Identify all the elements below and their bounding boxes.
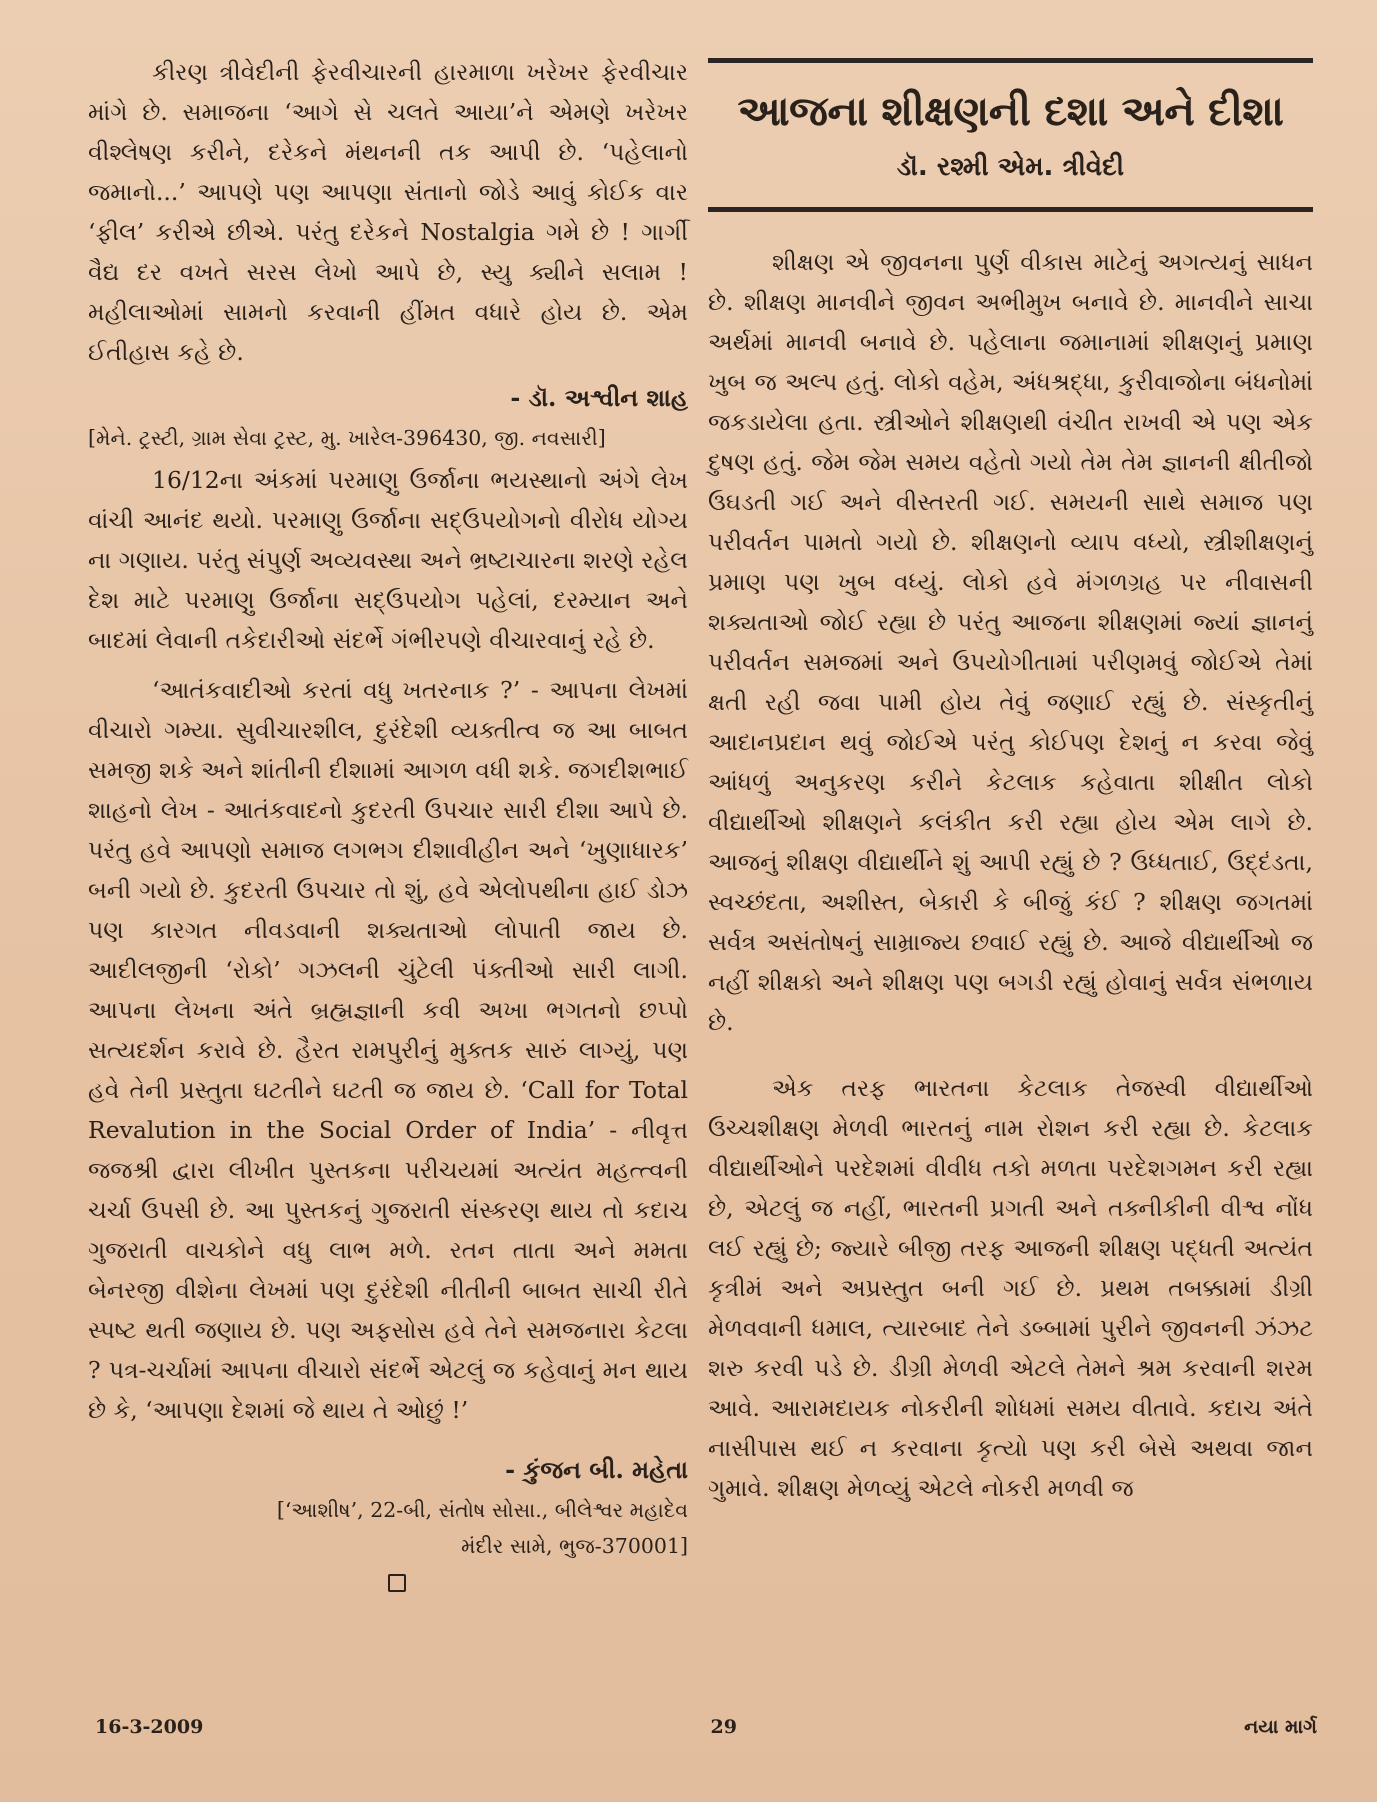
footer-publication-name: નયા માર્ગ — [1244, 1716, 1317, 1738]
letter-1-address: [મેને. ટ્રસ્ટી, ગ્રામ સેવા ટ્રસ્ટ, મુ. ખારેલ-396430, જી. નવસારી] — [88, 426, 606, 450]
end-of-section-box-icon — [388, 1574, 406, 1592]
letter-1-text: કીરણ ત્રીવેદીની ફેરવીચારની હારમાળા ખરેખર ફેરવીચાર માંગે છે. સમાજના ‘આગે સે ચલતે આયા’ને એમણે ખરેખર વીશ્લેષણ કરીને, દરેકને મંથનની તક આપી છે. ‘પહેલાનો જમાનો...’ આપણે પણ આપણા સંતાનો જોડે આવું કોઈક વાર ‘ફીલ’ કરીએ છીએ. પરંતુ દરેકને Nostalgia ગમે છે ! ગાર્ગી વૈદ્ય દર વખતે સરસ લેખો આપે છે, સ્યુ ક્યીને સલામ ! મહીલાઓમાં સામનો કરવાની હીંમત વધારે હોય છે. એમ ઈતીહાસ કહે છે. — [88, 58, 688, 366]
letter-2-address-line-1: [‘આશીષ’, 22-બી, સંતોષ સોસા., બીલેશ્વર મહાદેવ — [276, 1498, 688, 1522]
footer-date: 16-3-2009 — [95, 1716, 204, 1738]
letter-2-para-1: 16/12ના અંકમાં પરમાણુ ઉર્જાના ભયસ્થાનો અંગે લેખ વાંચી આનંદ થયો. પરમાણુ ઉર્જાના સદ્ઉપયોગનો વીરોધ યોગ્ય ના ગણાય. પરંતુ સંપુર્ણ અવ્યવસ્થા અને ભ્રષ્ટાચારના શરણે રહેલ દેશ માટે પરમાણુ ઉર્જાના સદ્ઉપયોગ પહેલાં, દરમ્યાન અને બાદમાં લેવાની તકેદારીઓ સંદર્ભે ગંભીરપણે વીચારવાનું રહે છે. — [88, 466, 688, 654]
article-title: આજના શીક્ષણની દશા અને દીશા — [737, 87, 1284, 135]
letter-2-address-line-2: મંદીર સામે, ભુજ-370001] — [460, 1534, 688, 1558]
letter-1-signature: - ડૉ. અશ્વીન શાહ — [510, 383, 688, 412]
page-footer — [95, 1716, 1317, 1738]
article-para-2: એક તરફ ભારતના કેટલાક તેજસ્વી વીદ્યાર્થીઓ ઉચ્ચશીક્ષણ મેળવી ભારતનું નામ રોશન કરી રહ્યા છે. કેટલાક વીદ્યાર્થીઓને પરદેશમાં વીવીધ તકો મળતા પરદેશગમન કરી રહ્યા છે, એટલું જ નહીં, ભારતની પ્રગતી અને તક્નીકીની વીશ્વ નોંધ લઈ રહ્યું છે; જ્યારે બીજી તરફ આજની શીક્ષણ પદ્ધતી અત્યંત કૃત્રીમં અને અપ્રસ્તુત બની ગઈ છે. પ્રથમ તબક્કામાં ડીગ્રી મેળવવાની ધમાલ, ત્યારબાદ તેને ડબ્બામાં પુરીને જીવનની ઝંઝટ શરુ કરવી પડે છે. ડીગ્રી મેળવી એટલે તેમને શ્રમ કરવાની શરમ આવે. આરામદાયક નોકરીની શોધમાં સમય વીતાવે. કદાચ અંતે નાસીપાસ થઈ ન કરવાના કૃત્યો પણ કરી બેસે અથવા જાન ગુમાવે. શીક્ષણ મેળવ્યું એટલે નોકરી મળવી જ — [708, 1074, 1313, 1502]
letter-2-signature: - કુંજન બી. મહેતા — [505, 1455, 688, 1484]
title-rule-top — [708, 58, 1313, 63]
article-para-1: શીક્ષણ એ જીવનના પુર્ણ વીકાસ માટેનું અગત્યનું સાધન છે. શીક્ષણ માનવીને જીવન અભીમુખ બનાવે છે. માનવીને સાચા અર્થમાં માનવી બનાવે છે. પહેલાના જમાનામાં શીક્ષણનું પ્રમાણ ખુબ જ અલ્પ હતું. લોકો વહેમ, અંધશ્રદ્ધા, કુરીવાજોના બંધનોમાં જકડાયેલા હતા. સ્ત્રીઓને શીક્ષણથી વંચીત રાખવી એ પણ એક દુષણ હતું. જેમ જેમ સમય વહેતો ગયો તેમ તેમ જ્ઞાનની ક્ષીતીજો ઉઘડતી ગઈ અને વીસ્તરતી ગઈ. સમયની સાથે સમાજ પણ પરીવર્તન પામતો ગયો છે. શીક્ષણનો વ્યાપ વધ્યો, સ્ત્રીશીક્ષણનું પ્રમાણ પણ ખુબ વધ્યું. લોકો હવે મંગળગ્રહ પર નીવાસની શક્યતાઓ જોઈ રહ્યા છે પરંતુ આજના શીક્ષણમાં જ્યાં જ્ઞાનનું પરીવર્તન સમજમાં અને ઉપયોગીતામાં પરીણમવું જોઈએ તેમાં ક્ષતી રહી જવા પામી હોય તેવું જણાઈ રહ્યું છે. સંસ્કૃતીનું આદાનપ્રદાન થવું જોઈએ પરંતુ કોઈપણ દેશનું ન કરવા જેવું આંધળું અનુકરણ કરીને કેટલાક કહેવાતા શીક્ષીત લોકો વીદ્યાર્થીઓ શીક્ષણને કલંકીત કરી રહ્યા હોય એમ લાગે છે. આજનું શીક્ષણ વીદ્યાર્થીને શું આપી રહ્યું છે ? ઉધ્ધતાઈ, ઉદ્દંડતા, સ્વચ્છંદતા, અશીસ્ત, બેકારી કે બીજું કંઈ ? શીક્ષણ જગતમાં સર્વત્ર અસંતોષનું સામ્રાજ્ય છવાઈ રહ્યું છે. આજે વીદ્યાર્થીઓ જ નહીં શીક્ષકો અને શીક્ષણ પણ બગડી રહ્યું હોવાનું સર્વત્ર સંભળાય છે. — [708, 248, 1313, 1036]
article-author: ડૉ. રશ્મી એમ. ત્રીવેદી — [896, 152, 1125, 182]
footer-page-number: 29 — [710, 1716, 737, 1738]
letter-2-para-2: ‘આતંકવાદીઓ કરતાં વધુ ખતરનાક ?’ - આપના લેખમાં વીચારો ગમ્યા. સુવીચારશીલ, દુરંદેશી વ્યક્તીત્વ જ આ બાબત સમજી શકે અને શાંતીની દીશામાં આગળ વધી શકે. જગદીશભાઈ શાહનો લેખ - આતંકવાદનો કુદરતી ઉપચાર સારી દીશા આપે છે. પરંતુ હવે આપણો સમાજ લગભગ દીશાવીહીન અને ‘ખુણાધારક’ બની ગયો છે. કુદરતી ઉપચાર તો શું, હવે એલોપથીના હાઈ ડોઝ પણ કારગત નીવડવાની શક્યતાઓ લોપાતી જાય છે. આદીલજીની ‘રોકો’ ગઝલની ચુંટેલી પંક્તીઓ સારી લાગી. આપના લેખના અંતે બ્રહ્મજ્ઞાની કવી અખા ભગતનો છપ્પો સત્યદર્શન કરાવે છે. હૈરત રામપુરીનું મુક્તક સારું લાગ્યું, પણ હવે તેની પ્રસ્તુતા ઘટતીને ઘટતી જ જાય છે. ‘Call for Total Revalution in the Social Order of India’ - નીવૃત્ત જજશ્રી દ્વારા લીખીત પુસ્તકના પરીચયમાં અત્યંત મહત્ત્વની ચર્ચા ઉપસી છે. આ પુસ્તકનું ગુજરાતી સંસ્કરણ થાય તો કદાચ ગુજરાતી વાચકોને વધુ લાભ મળે. રતન તાતા અને મમતા બેનરજી વીશેના લેખમાં પણ દુરંદેશી નીતીની બાબત સાચી રીતે સ્પષ્ટ થતી જણાય છે. પણ અફસોસ હવે તેને સમજનારા કેટલા ? પત્ર-ચર્ચામાં આપના વીચારો સંદર્ભે એટલું જ કહેવાનું મન થાય છે કે, ‘આપણા દેશમાં જે થાય તે ઓછું !’ — [88, 676, 688, 1424]
letters-column — [88, 52, 688, 1592]
article-column — [708, 52, 1313, 1508]
